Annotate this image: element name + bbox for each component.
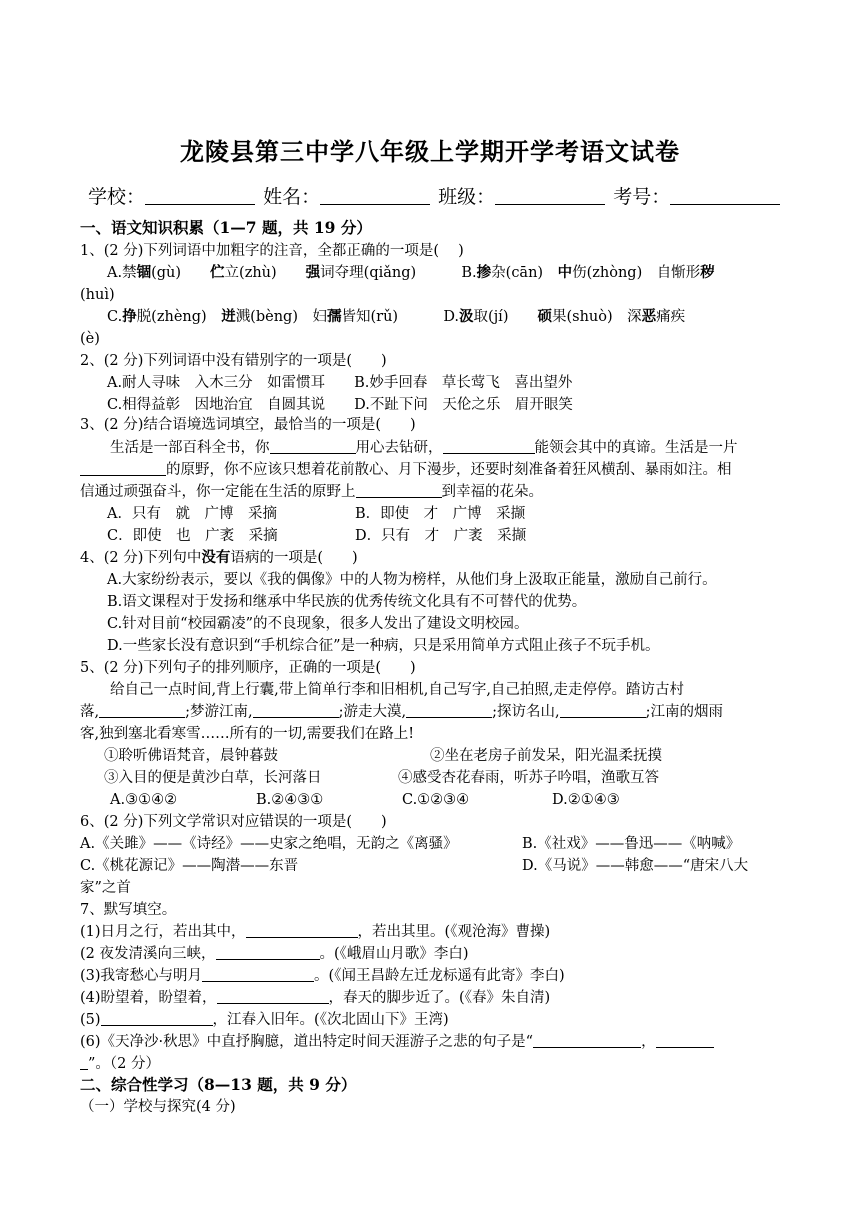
q1-option-d-cont: (è) [80,331,100,347]
q5-blank3[interactable] [406,702,492,718]
q2-options-cd: C.相得益彰 因地治宜 自圆其说 D.不趾下问 天伦之乐 眉开眼笑 [107,397,573,413]
q6-stem: 6、(2 分)下列文学常识对应错误的一项是( ) [80,814,387,830]
q3-blank2[interactable] [443,438,535,454]
q5-items-34: ③入目的便是黄沙白草，长河落日 ④感受杏花春雨，听苏子吟唱，渔歌互答 [104,770,659,786]
q5-passage-line1: 给自己一点时间,背上行囊,带上简单行李和旧相机,自己写字,自己拍照,走走停停。踏访古村 [110,682,685,698]
q5-blank2[interactable] [253,702,339,718]
q6-options-ab: A.《关雎》——《诗经》——史家之绝唱，无韵之《离骚》 B.《社戏》——鲁迅——《呐喊》 [80,836,741,852]
section2-heading: 二、综合性学习（8—13 题，共 9 分） [80,1075,357,1094]
q7-line6-cont: ”。（2 分） [80,1054,160,1074]
q7-blank1[interactable] [246,922,358,938]
q7-line6: (6)《天净沙·秋思》中直抒胸臆，道出特定时间天涯游子之悲的句子是“ ， [80,1032,714,1052]
q5-blank1[interactable] [99,702,185,718]
q3-passage-line1: 生活是一部百科全书，你 用心去钻研， 能领会其中的真谛。生活是一片 [110,440,738,456]
q7-blank2[interactable] [216,944,320,960]
q3-passage-line3: 信通过顽强奋斗，你一定能在生活的原野上 到幸福的花朵。 [80,484,543,500]
q3-blank3[interactable] [80,460,166,476]
q4-option-c: C.针对目前“校园霸凌”的不良现象，很多人发出了建设文明校园。 [107,616,529,632]
q4-option-b: B.语文课程对于发扬和继承中华民族的优秀传统文化具有不可替代的优势。 [107,594,587,610]
q1-options-cd: C.挣脱(zhèng) 迸溅(bèng) 妇孺皆知(rǔ) D.汲取(jí) 硕果(shuò) 深恶痛疾 [107,308,686,325]
q1-option-b-cont: (huì) [80,287,115,303]
q2-stem: 2、(2 分)下列词语中没有错别字的一项是( ) [80,353,387,369]
q7-blank5[interactable] [101,1010,213,1026]
name-label: 姓名： [263,186,321,208]
q1-options-ab: A.禁锢(gù) 伫立(zhù) 强词夺理(qiǎng) B.掺杂(cān) 中伤(zhòng) 自惭形秽 [107,264,715,281]
q5-passage-line2: 落, ;梦游江南, ;游走大漠, ;探访名山, ;江南的烟雨 [80,704,723,720]
q7-line1: (1)日月之行，若出其中， ，若出其里。(《观沧海》曹操) [80,924,551,940]
name-blank[interactable] [320,186,430,205]
number-blank[interactable] [670,186,780,205]
school-label: 学校： [88,186,146,208]
q7-line5: (5) ，江春入旧年。(《次北固山下》王湾) [80,1012,449,1028]
q7-blank6[interactable] [533,1032,641,1048]
q7-blank7[interactable] [656,1032,714,1048]
q7-line4: (4)盼望着，盼望着， ，春天的脚步近了。(《春》朱自清) [80,990,551,1006]
section1-heading: 一、语文知识积累（1—7 题，共 19 分） [80,218,372,237]
q4-option-a: A.大家纷纷表示，要以《我的偶像》中的人物为榜样，从他们身上汲取正能量，激励自己前行。 [107,572,717,588]
q4-stem: 4、(2 分)下列句中没有语病的一项是( ) [80,549,358,566]
number-label: 考号： [613,186,671,208]
q7-blank3[interactable] [202,966,314,982]
q4-option-d: D.一些家长没有意识到“手机综合征”是一种病，只是采用简单方式阻止孩子不玩手机。 [107,638,660,654]
q5-stem: 5、(2 分)下列句子的排列顺序，正确的一项是( ) [80,660,416,676]
student-info-row [88,182,782,209]
q2-options-ab: A.耐人寻味 入木三分 如雷惯耳 B.妙手回春 草长莺飞 喜出望外 [107,375,573,391]
q3-options-ab: A．只有 就 广博 采摘 B．即使 才 广博 采撷 [107,506,526,522]
q7-line3: (3)我寄愁心与明月 。(《闻王昌龄左迁龙标遥有此寄》李白) [80,968,565,984]
q1-stem: 1、(2 分)下列词语中加粗字的注音，全都正确的一项是( ) [80,243,464,259]
class-label: 班级： [438,186,496,208]
q5-passage-line3: 客,独到塞北看寒雪……所有的一切,需要我们在路上! [80,726,415,742]
q3-options-cd: C．即使 也 广袤 采摘 D．只有 才 广袤 采撷 [107,528,527,544]
q5-options: A.③①④② B.②④③① C.①②③④ D.②①④③ [110,792,620,808]
q3-passage-line2: 的原野，你不应该只想着花前散心、月下漫步，还要时刻准备着狂风横刮、暴雨如注。相 [80,460,732,480]
q3-blank1[interactable] [270,438,356,454]
q6-options-cd: C.《桃花源记》——陶潜——东晋 D.《马说》——韩愈——“唐宋八大 [80,858,749,874]
q5-blank4[interactable] [560,702,646,718]
sub1-heading: （一）学校与探究(4 分) [80,1099,236,1115]
q7-blank7-cont[interactable] [80,1054,88,1070]
q3-stem: 3、(2 分)结合语境选词填空，最恰当的一项是( ) [80,417,416,433]
school-blank[interactable] [145,186,255,205]
class-blank[interactable] [495,186,605,205]
q6-option-d-cont: 家”之首 [80,880,131,896]
q3-blank4[interactable] [356,482,442,498]
q7-stem: 7、默写填空。 [80,902,177,918]
q5-items-12: ①聆听佛语梵音，晨钟暮鼓 ②坐在老房子前发呆，阳光温柔抚摸 [104,748,662,764]
page-title: 龙陵县第三中学八年级上学期开学考语文试卷 [180,137,680,166]
q7-line2: (2 夜发清溪向三峡， 。(《峨眉山月歌》李白) [80,946,469,962]
q7-blank4[interactable] [217,988,329,1004]
